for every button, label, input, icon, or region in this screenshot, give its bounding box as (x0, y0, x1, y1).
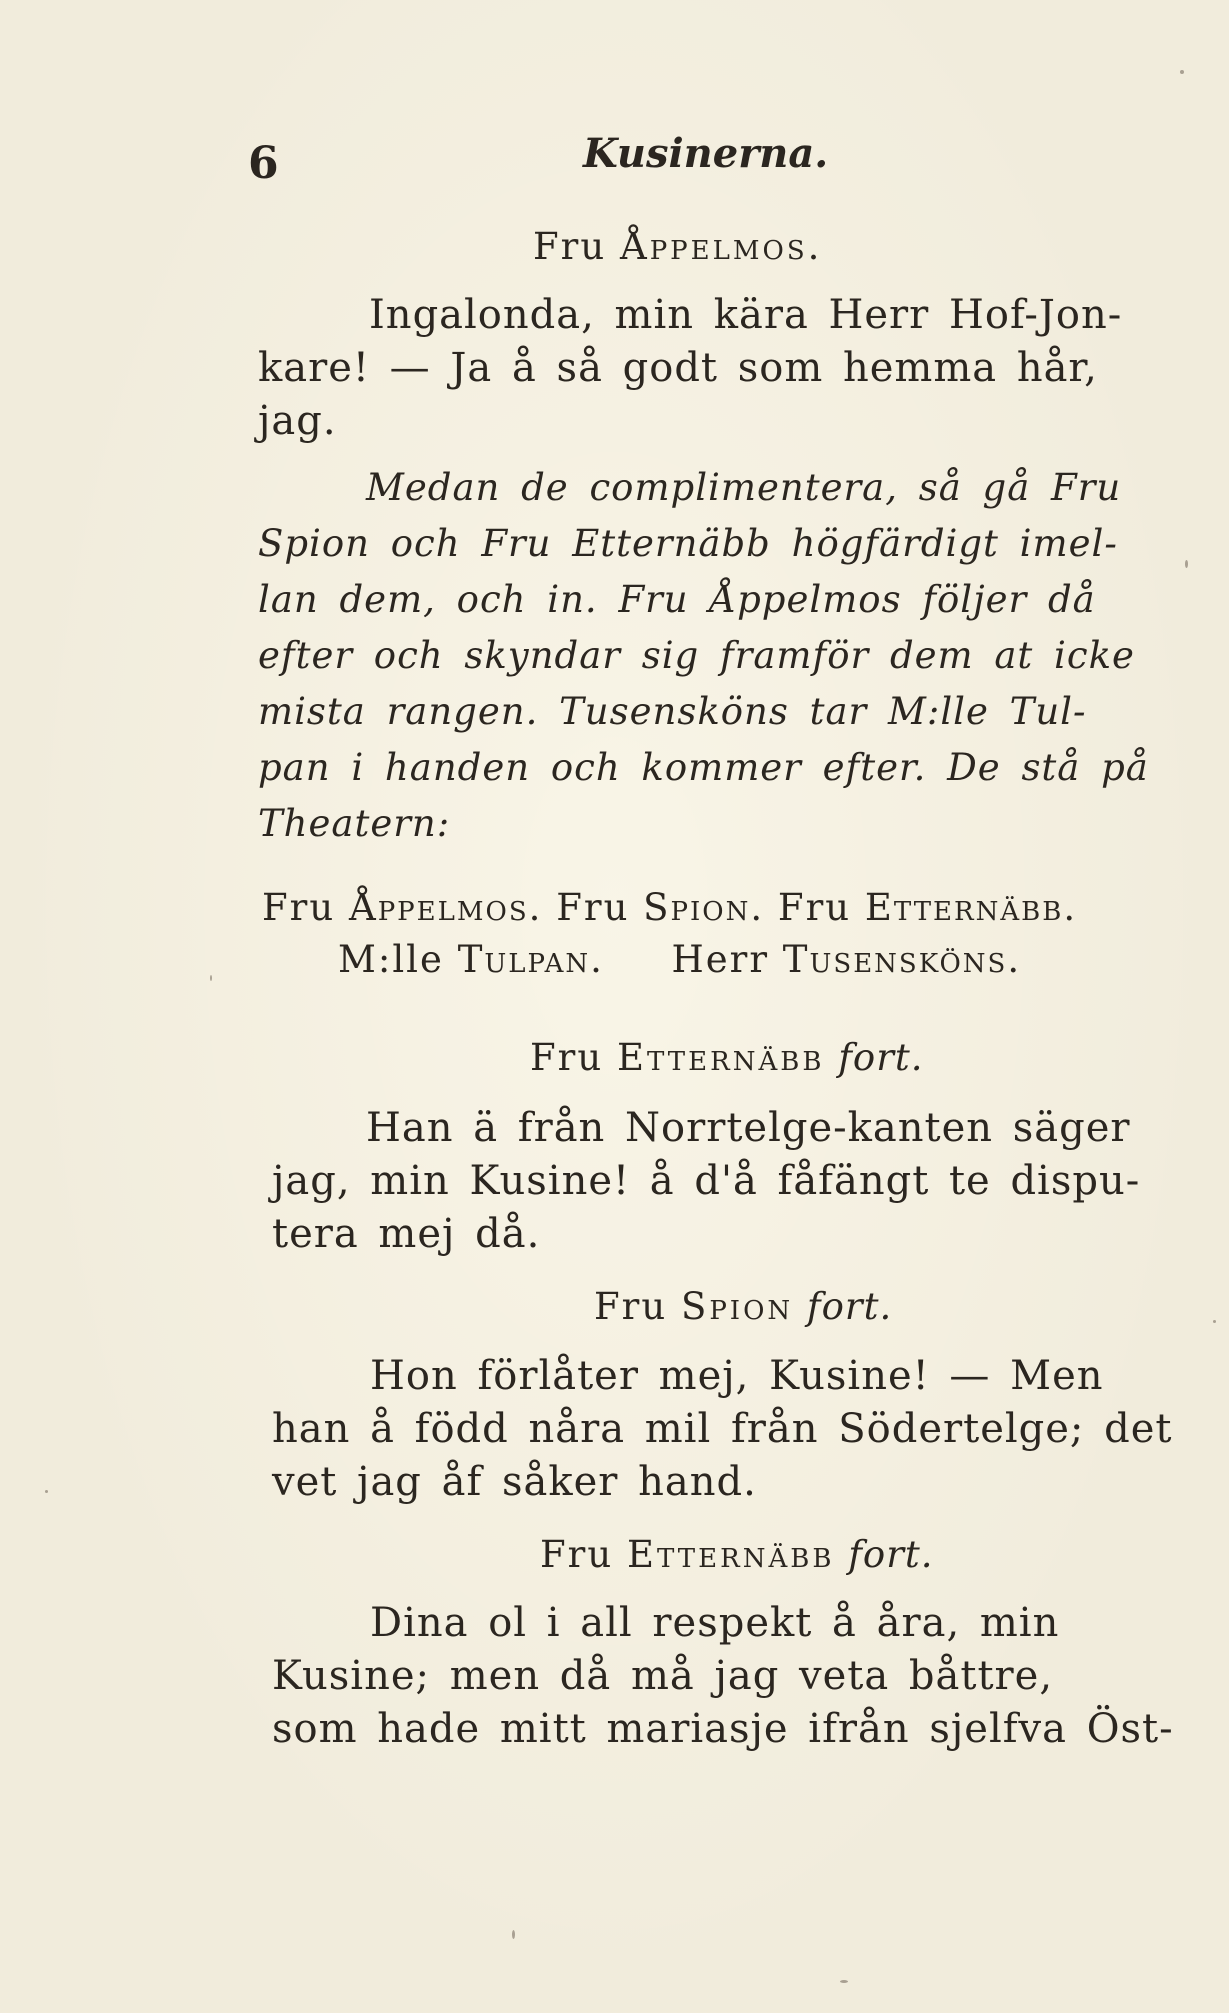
paper-speck (1180, 70, 1184, 74)
speaker-name: Spion (680, 1285, 794, 1328)
stage-direction-line: pan i handen och kommer efter. De stå på (258, 746, 1149, 789)
paper-speck (1185, 560, 1188, 568)
speaker-prefix: Fru (594, 1285, 668, 1328)
paper-speck (840, 1980, 848, 1983)
speech-line: Hon förlåter mej, Kusine! — Men (370, 1353, 1104, 1399)
stage-direction-line: lan dem, och in. Fru Åppelmos följer då (258, 578, 1096, 621)
paper-speck (45, 1490, 48, 1493)
cast-name: Tusensköns. (782, 938, 1022, 981)
speech-line: Ingalonda, min kära Herr Hof-Jon- (369, 292, 1123, 338)
cast-prefix: Fru (556, 886, 630, 929)
speaker-heading (594, 1285, 892, 1328)
stage-direction-line: efter och skyndar sig framför dem at icke (258, 634, 1135, 677)
speaker-prefix: Fru (533, 225, 607, 268)
speaker-note: fort. (806, 1285, 893, 1328)
speaker-note: fort. (838, 1036, 924, 1079)
speech-line: han å född nåra mil från Södertelge; det (272, 1406, 1173, 1452)
cast-list-line (262, 886, 1077, 929)
speaker-name: Etternäbb (626, 1533, 835, 1576)
paper-speck (512, 1930, 515, 1939)
speech-line: jag. (258, 398, 337, 444)
stage-direction-line: Theatern: (258, 802, 451, 845)
speaker-name: Etternäbb (616, 1036, 825, 1079)
speech-line: kare! — Ja å så godt som hemma hår, (258, 345, 1098, 391)
speaker-prefix: Fru (530, 1036, 604, 1079)
cast-name: Åppelmos. (348, 886, 543, 929)
speech-line: Dina ol i all respekt å åra, min (370, 1600, 1060, 1646)
paper-speck (1213, 1320, 1216, 1323)
cast-prefix: M:lle (338, 938, 444, 981)
speech-line: Han ä från Norrtelge-kanten säger (366, 1105, 1131, 1151)
stage-direction-line: Spion och Fru Etternäbb högfärdigt imel- (258, 522, 1118, 565)
page-number: 6 (248, 138, 279, 189)
speaker-heading (540, 1533, 934, 1576)
speaker-note: fort. (848, 1533, 934, 1576)
paper-speck (210, 975, 212, 981)
stage-direction-line: mista rangen. Tusensköns tar M:lle Tul- (258, 690, 1087, 733)
cast-name: Spion. (643, 886, 765, 929)
stage-direction-line: Medan de complimentera, så gå Fru (366, 466, 1122, 509)
speech-line: jag, min Kusine! å d'å fåfängt te dispu- (272, 1158, 1141, 1204)
speaker-name: Åppelmos. (619, 225, 823, 268)
cast-name: Tulpan. (457, 938, 604, 981)
speaker-heading (530, 1036, 924, 1079)
cast-prefix: Fru (262, 886, 336, 929)
cast-name: Etternäbb. (864, 886, 1078, 929)
running-head: Kusinerna. (583, 130, 829, 177)
speaker-heading (533, 225, 822, 268)
speaker-prefix: Fru (540, 1533, 614, 1576)
cast-list-line (338, 938, 1021, 981)
cast-prefix: Herr (671, 938, 770, 981)
speech-line: Kusine; men då må jag veta båttre, (272, 1653, 1054, 1699)
speech-line: tera mej då. (272, 1211, 541, 1257)
cast-prefix: Fru (777, 886, 852, 929)
speech-line: som hade mitt mariasje ifrån sjelfva Öst- (272, 1706, 1174, 1752)
speech-line: vet jag åf såker hand. (272, 1459, 757, 1505)
